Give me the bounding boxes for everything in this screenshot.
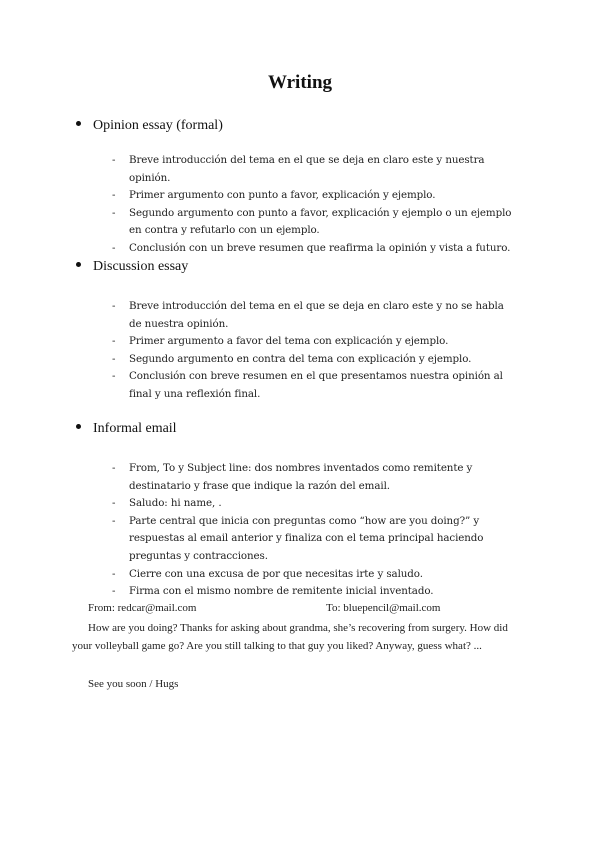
list-item xyxy=(112,152,512,187)
bullet-icon xyxy=(76,262,81,267)
page-title: Writing xyxy=(267,72,333,93)
dash-icon: - xyxy=(112,241,116,254)
dash-icon: - xyxy=(112,370,116,383)
list-item xyxy=(112,187,512,205)
email-to: To: bluepencil@mail.com xyxy=(326,602,441,614)
list-item-text: Breve introducción del tema en el que se deja en claro este y no se habla de nuestra opinión. xyxy=(129,300,504,330)
dash-icon: - xyxy=(112,206,116,219)
dash-icon: - xyxy=(112,497,116,510)
bullet-icon xyxy=(76,424,81,429)
section-heading-label: Discussion essay xyxy=(93,259,189,274)
dash-icon: - xyxy=(112,462,116,474)
list-item xyxy=(112,368,512,403)
opinion-essay-list xyxy=(112,152,512,258)
list-item xyxy=(112,495,512,513)
list-item-text: Primer argumento con punto a favor, explicación y ejemplo. xyxy=(129,189,436,202)
list-item xyxy=(112,351,512,369)
dash-icon: - xyxy=(112,585,116,598)
email-from: From: redcar@mail.com xyxy=(88,602,197,614)
list-item-text: From, To y Subject line: dos nombres inventados como remitente y destinatario y frase que indique la razón del email. xyxy=(129,462,473,492)
informal-email-list xyxy=(112,460,512,601)
dash-icon: - xyxy=(112,514,116,527)
section-heading-discussion-essay xyxy=(76,259,188,275)
list-item-text: Saludo: hi name, . xyxy=(129,497,222,510)
discussion-essay-list xyxy=(112,298,512,404)
dash-icon: - xyxy=(112,352,116,365)
dash-icon: - xyxy=(112,567,116,580)
list-item xyxy=(112,333,512,351)
list-item xyxy=(112,240,512,258)
email-body: How are you doing? Thanks for asking about grandma, she’s recovering from surgery. How did your volleyball game go? Are you still talking to that guy you liked? Anyway, guess what? ... xyxy=(72,622,508,652)
list-item xyxy=(112,460,512,495)
list-item-text: Segundo argumento en contra del tema con explicación y ejemplo. xyxy=(129,352,472,365)
bullet-icon xyxy=(76,121,81,126)
section-heading-label: Informal email xyxy=(93,421,177,436)
list-item-text: Cierre con una excusa de por que necesitas irte y saludo. xyxy=(129,567,423,580)
dash-icon: - xyxy=(112,154,116,166)
list-item-text: Breve introducción del tema en el que se deja en claro este y nuestra opinión. xyxy=(129,154,485,184)
list-item-text: Segundo argumento con punto a favor, explicación y ejemplo o un ejemplo en contra y refutarlo con un ejemplo. xyxy=(129,206,512,237)
list-item-text: Firma con el mismo nombre de remitente inicial inventado. xyxy=(129,585,434,598)
section-heading-informal-email xyxy=(76,421,177,437)
dash-icon: - xyxy=(112,335,116,348)
dash-icon: - xyxy=(112,300,116,312)
list-item-text: Parte central que inicia con preguntas como “how are you doing?” y respuestas al email anterior y finaliza con el tema principal haciendo preguntas y contracciones. xyxy=(129,514,484,562)
list-item xyxy=(112,298,512,333)
dash-icon: - xyxy=(112,189,116,202)
list-item xyxy=(112,583,512,601)
list-item-text: Conclusión con un breve resumen que reafirma la opinión y vista a futuro. xyxy=(129,241,511,254)
email-closing: See you soon / Hugs xyxy=(88,678,179,690)
list-item xyxy=(112,205,512,240)
section-heading-opinion-essay xyxy=(76,118,223,134)
list-item-text: Conclusión con breve resumen en el que presentamos nuestra opinión al final y una reflexión final. xyxy=(129,370,503,400)
list-item-text: Primer argumento a favor del tema con explicación y ejemplo. xyxy=(129,335,449,348)
section-heading-label: Opinion essay (formal) xyxy=(93,118,223,133)
list-item xyxy=(112,513,512,566)
list-item xyxy=(112,566,512,584)
